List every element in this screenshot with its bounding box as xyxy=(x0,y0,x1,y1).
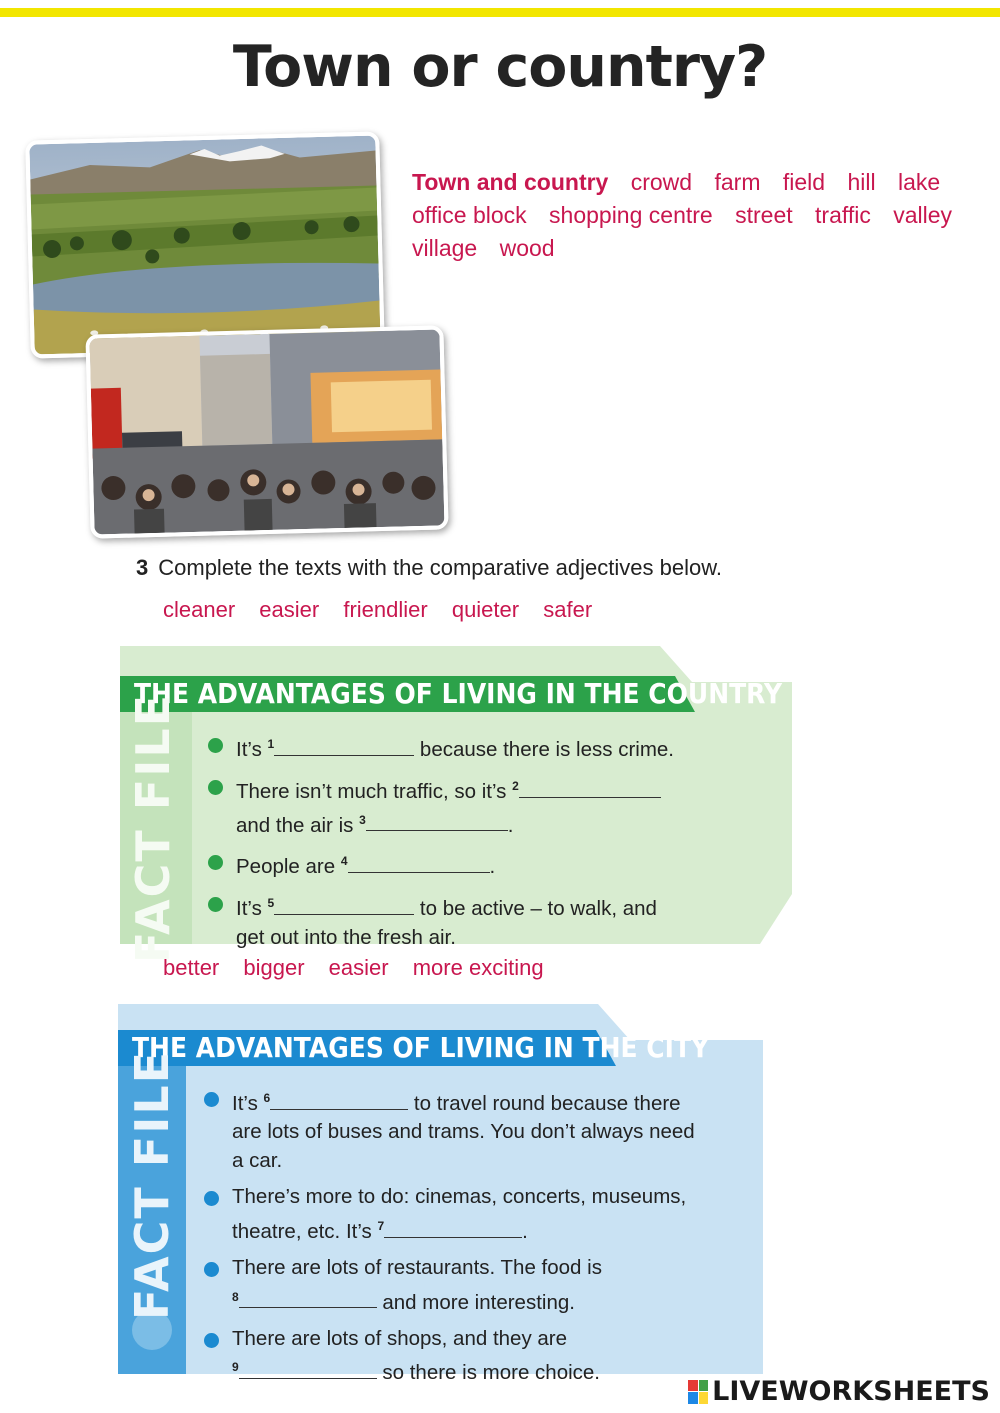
fact-text: There isn’t much traffic, so it’s xyxy=(236,779,513,803)
vocab-word: street xyxy=(735,202,793,228)
fact-text: a car. xyxy=(232,1148,283,1172)
word-option: safer xyxy=(543,597,593,622)
vocab-word: hill xyxy=(847,169,876,195)
bullet-dot xyxy=(204,1262,219,1277)
blank-number: 6 xyxy=(263,1091,271,1105)
vocab-word: office block xyxy=(412,202,527,228)
fact-text: There are lots of restaurants. The food is xyxy=(232,1256,602,1280)
word-option: easier xyxy=(328,955,389,980)
vocab-word: shopping centre xyxy=(549,202,713,228)
fact-text: There’s more to do: cinemas, concerts, museums, xyxy=(232,1185,687,1209)
blank-number: 2 xyxy=(512,778,519,793)
answer-blank-4[interactable] xyxy=(348,854,490,873)
fact-text: . xyxy=(522,1219,528,1243)
word-option: friendlier xyxy=(343,597,428,622)
answer-blank-8[interactable] xyxy=(239,1289,377,1308)
vocab-heading: Town and country xyxy=(412,169,609,195)
word-option: quieter xyxy=(451,597,520,622)
fact-item xyxy=(204,1084,744,1175)
fact-text: get out into the fresh air. xyxy=(236,926,456,950)
vocabulary-box xyxy=(412,166,992,265)
country-fact-file-heading: THE ADVANTAGES OF LIVING IN THE COUNTRY xyxy=(134,677,783,710)
bullet-dot xyxy=(204,1092,219,1107)
country-fact-file xyxy=(120,646,800,964)
blank-number: 5 xyxy=(267,896,275,911)
vocab-word: valley xyxy=(893,202,953,228)
country-fact-file-side-label xyxy=(122,692,184,964)
fact-text: and more interesting. xyxy=(376,1290,575,1314)
country-fact-list xyxy=(208,730,778,960)
city-fact-file xyxy=(118,1004,768,1385)
fact-item xyxy=(208,730,778,764)
fact-item xyxy=(204,1325,744,1388)
instruction-text: Complete the texts with the comparative adjectives below. xyxy=(158,555,722,580)
fact-item xyxy=(204,1183,744,1246)
blank-number: 9 xyxy=(232,1360,239,1375)
country-landscape-photo xyxy=(25,131,385,358)
fact-item xyxy=(208,889,778,952)
answer-blank-3[interactable] xyxy=(366,812,508,831)
word-option: more exciting xyxy=(412,955,544,980)
vocab-word: crowd xyxy=(630,169,693,195)
word-option: better xyxy=(163,955,220,980)
vocab-word: farm xyxy=(714,169,761,195)
fact-text: It’s xyxy=(236,897,268,921)
blank-number: 4 xyxy=(340,854,348,869)
blank-number: 8 xyxy=(232,1289,239,1304)
answer-blank-1[interactable] xyxy=(274,737,414,756)
fact-text: to be active – to walk, and xyxy=(414,897,657,921)
bullet-dot xyxy=(208,780,223,795)
bullet-dot xyxy=(204,1333,219,1348)
fact-text: People are xyxy=(236,855,341,879)
fact-text: so there is more choice. xyxy=(376,1361,601,1385)
fact-text: It’s xyxy=(236,737,268,761)
answer-blank-7[interactable] xyxy=(384,1219,522,1238)
city-street-photo xyxy=(85,325,448,538)
bullet-dot xyxy=(208,897,223,912)
fact-file-label: FACT FILE xyxy=(126,692,181,964)
blank-number: 1 xyxy=(267,737,275,751)
city-fact-file-side-label xyxy=(121,1049,183,1321)
fact-item xyxy=(208,772,778,840)
fact-text: to travel round because there xyxy=(408,1091,681,1115)
blank-number: 7 xyxy=(377,1218,385,1233)
word-option: bigger xyxy=(243,955,305,980)
vocab-word: traffic xyxy=(815,202,871,228)
vocab-word: field xyxy=(782,169,826,195)
fact-text: There are lots of shops, and they are xyxy=(232,1326,568,1350)
exercise-instruction xyxy=(136,555,722,581)
fact-text: theatre, etc. It’s xyxy=(232,1219,378,1243)
fact-item xyxy=(204,1254,744,1317)
answer-blank-5[interactable] xyxy=(274,896,414,915)
fact-text: . xyxy=(489,855,496,879)
watermark-text: LIVEWORKSHEETS xyxy=(712,1376,990,1407)
word-option: cleaner xyxy=(163,597,236,622)
top-yellow-bar xyxy=(0,8,1000,17)
fact-text: It’s xyxy=(232,1091,264,1115)
fact-text: and the air is xyxy=(236,813,360,837)
vocab-word: lake xyxy=(897,169,941,195)
fact-text: are lots of buses and trams. You don’t always need xyxy=(232,1120,695,1144)
vocab-word: wood xyxy=(499,235,555,261)
fact-file-label: FACT FILE xyxy=(125,1049,180,1321)
country-word-list xyxy=(163,597,610,623)
fact-text: because there is less crime. xyxy=(414,737,674,761)
city-word-list xyxy=(163,955,562,981)
bullet-dot xyxy=(208,855,223,870)
word-option: easier xyxy=(259,597,320,622)
vocab-word: village xyxy=(412,235,478,261)
fact-item xyxy=(208,847,778,881)
exercise-number: 3 xyxy=(136,555,149,580)
fact-text: . xyxy=(507,813,514,837)
city-fact-list xyxy=(204,1084,744,1396)
bullet-dot xyxy=(204,1191,219,1206)
answer-blank-6[interactable] xyxy=(270,1091,408,1110)
liveworksheets-watermark xyxy=(688,1376,990,1407)
answer-blank-9[interactable] xyxy=(239,1360,377,1379)
city-fact-file-heading: THE ADVANTAGES OF LIVING IN THE CITY xyxy=(132,1031,710,1064)
blank-number: 3 xyxy=(359,812,366,827)
bullet-dot xyxy=(208,738,223,753)
page-title: Town or country? xyxy=(232,34,768,100)
answer-blank-2[interactable] xyxy=(519,779,661,798)
liveworksheets-logo-icon xyxy=(688,1380,708,1404)
